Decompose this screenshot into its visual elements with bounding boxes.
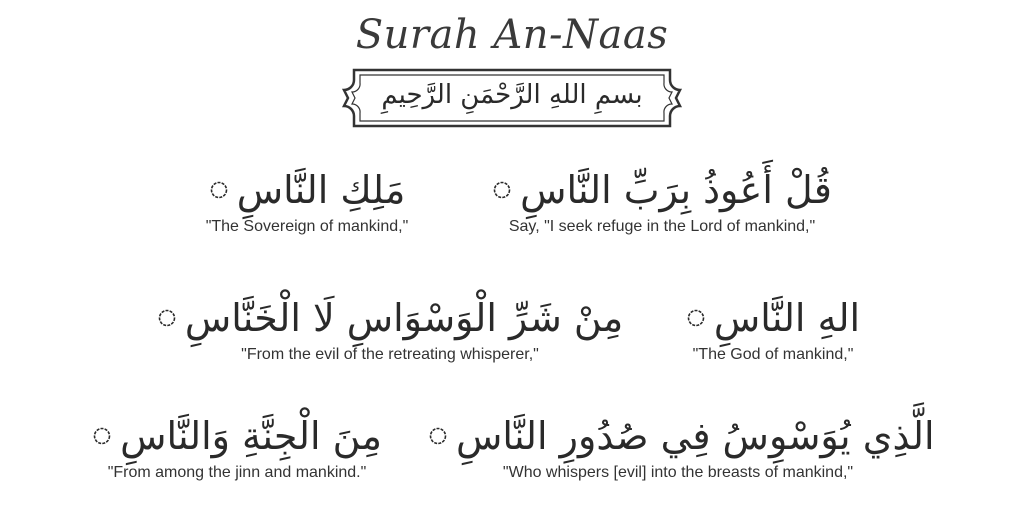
verse-arabic-text: مِنَ الْجِنَّةِ وَالنَّاسِ <box>120 414 382 458</box>
verse-translation: "Who whispers [evil] into the breasts of mankind," <box>502 464 854 481</box>
verse-arabic <box>157 296 623 340</box>
verse-end-icon <box>209 180 229 200</box>
verse-arabic <box>686 296 860 340</box>
verse-translation: "From among the jinn and mankind." <box>107 464 367 481</box>
verse-arabic <box>92 414 382 458</box>
page-title: Surah An-Naas <box>355 12 669 58</box>
verse-end-icon <box>686 308 706 328</box>
verse-5 <box>428 414 935 482</box>
verse-arabic-text: مِنْ شَرِّ الْوَسْوَاسِ لَا الْخَنَّاسِ <box>184 296 624 340</box>
verse-translation: "The Sovereign of mankind," <box>205 218 409 235</box>
verse-arabic <box>209 168 406 212</box>
verse-arabic-text: الَّذِي يُوَسْوِسُ فِي صُدُورِ النَّاسِ <box>456 414 935 458</box>
verse-4 <box>130 296 650 364</box>
verse-end-icon <box>428 426 448 446</box>
verse-end-icon <box>92 426 112 446</box>
verse-arabic-text: الهِ النَّاسِ <box>713 296 861 340</box>
verse-arabic-text: مَلِكِ النَّاسِ <box>236 168 406 212</box>
verse-translation: "From the evil of the retreating whisperer," <box>241 346 539 363</box>
verse-arabic-text: قُلْ أَعُوذُ بِرَبِّ النَّاسِ <box>520 168 832 212</box>
verse-arabic <box>492 168 832 212</box>
verse-end-icon <box>492 180 512 200</box>
verse-1 <box>462 168 862 236</box>
verse-3 <box>668 296 878 364</box>
verse-arabic <box>428 414 935 458</box>
verse-end-icon <box>157 308 177 328</box>
bismillah-text: بسمِ اللهِ الرَّحْمَنِ الرَّحِيمِ <box>381 80 643 110</box>
verse-translation: Say, "I seek refuge in the Lord of mankind," <box>508 218 816 235</box>
bismillah-banner <box>340 66 684 130</box>
verse-2 <box>182 168 432 236</box>
verse-6 <box>62 414 412 482</box>
verse-translation: "The God of mankind," <box>692 346 854 363</box>
